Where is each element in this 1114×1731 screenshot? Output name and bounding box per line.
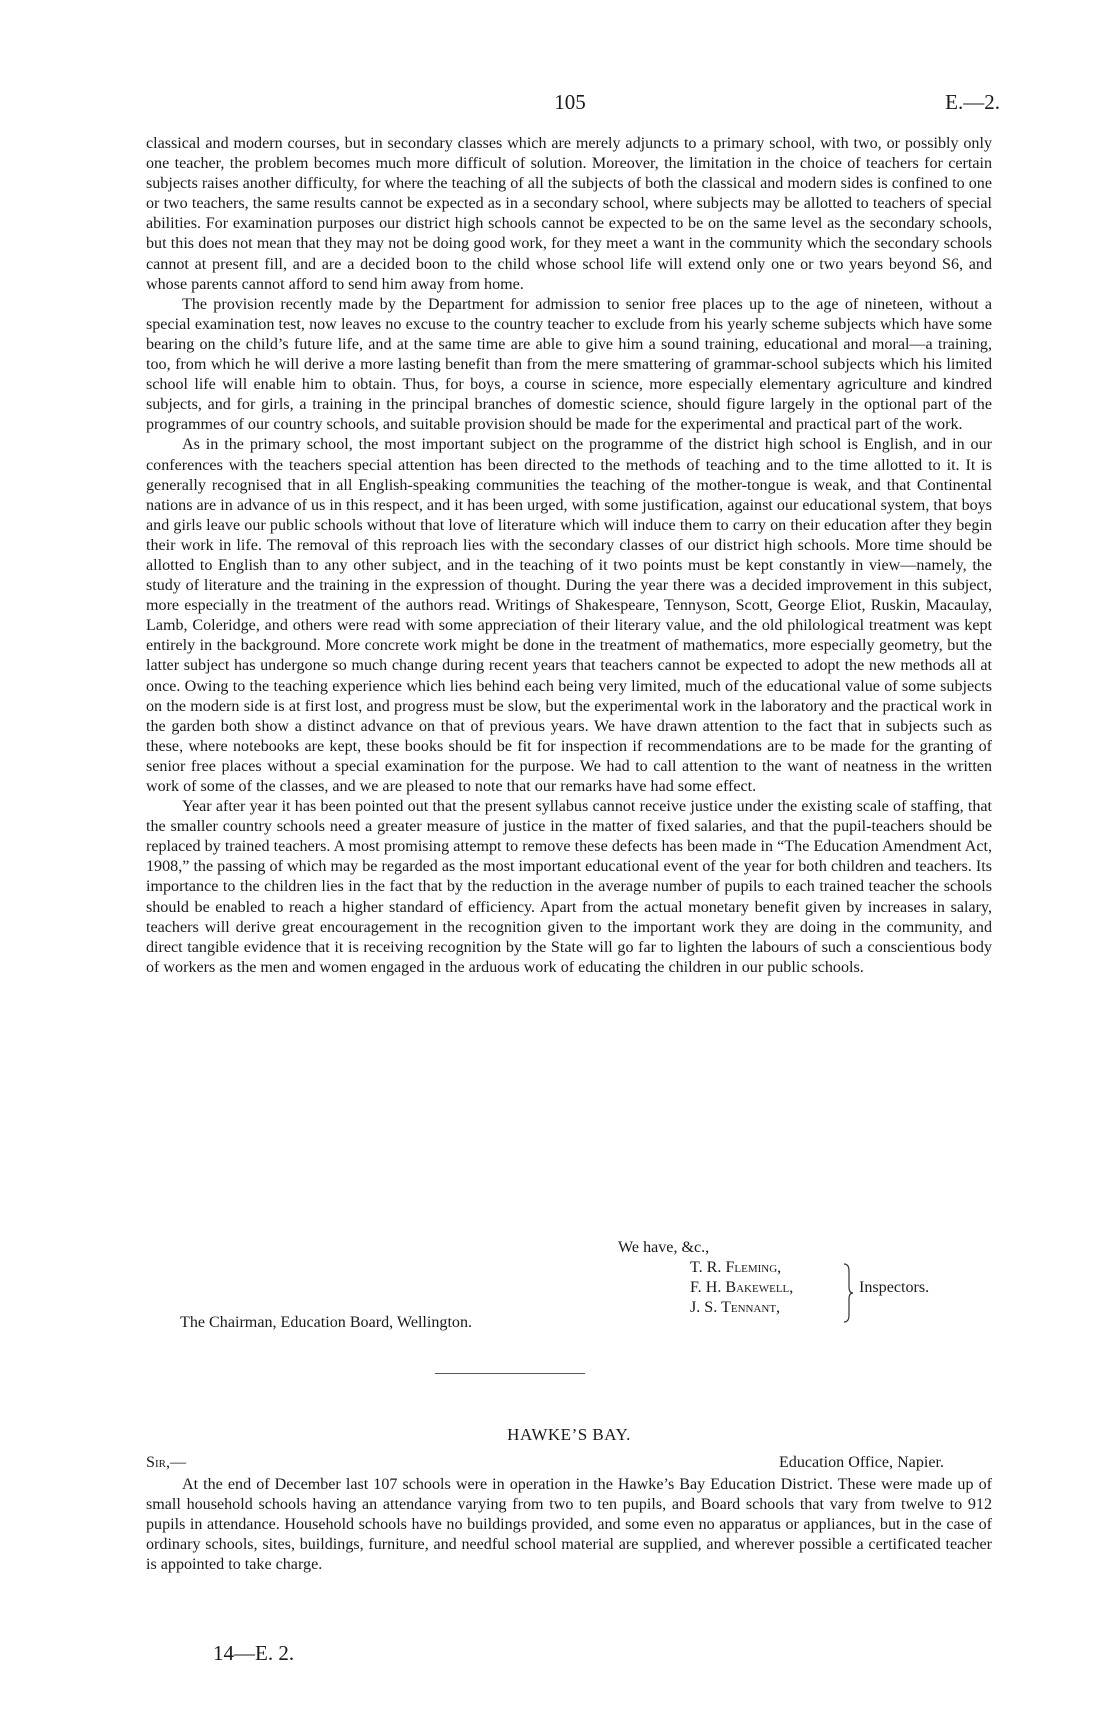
closing-line: We have, &c.,: [618, 1239, 710, 1256]
paragraph-1: classical and modern courses, but in secondary classes which are merely adjuncts to a primary school, with two, or possibly only one teacher, the problem becomes much more difficult of solution. Moreover, the limitation in the choice of teachers for certain subjects raises another difficulty, for where the teaching of all the subjects of both the classical and modern sides is confined to one or two teachers, the same results cannot be expected as in a secondary school, where subjects may be allotted to teachers of special abilities. For examination purposes our district high schools cannot be expected to be on the same level as the secondary schools, but this does not mean that they may not be doing good work, for they meet a want in the community which the secondary schools cannot at present fill, and are a decided boon to the child whose school life will extend only one or two years beyond S6, and whose parents cannot afford to send him away from home.: [146, 135, 992, 293]
paragraph-3: As in the primary school, the most important subject on the programme of the district high school is English, and in our conferences with the teachers special attention has been directed to the methods of teaching and to the time allotted to it. It is generally recognised that in all English-speaking communities the teaching of the mother-tongue is weak, and that Continental nations are in advance of us in this respect, and it has been urged, with some justification, against our educational system, that boys and girls leave our public schools without that love of literature which will induce them to carry on their education after they begin their work in life. The removal of this reproach lies with the secondary classes of our district high schools. More time should be allotted to English than to any other subject, and in the teaching of it two points must be kept constantly in view—namely, the study of literature and the training in the expression of thought. During the year there was a decided improvement in this subject, more especially in the treatment of the authors read. Writings of Shakespeare, Tennyson, Scott, George Eliot, Ruskin, Macaulay, Lamb, Coleridge, and others were read with some appreciation of their literary value, and the old philological treatment was kept entirely in the background. More concrete work might be done in the treatment of mathematics, more especially geometry, but the latter subject has undergone so much change during recent years that teachers cannot be expected to adopt the new methods all at once. Owing to the teaching experience which lies behind each being very limited, much of the educational value of some subjects on the modern side is at first lost, and progress must be slow, but the experimental work in the laboratory and the practical work in the garden both show a distinct advance on that of previous years. We have drawn attention to the fact that in subjects such as these, where notebooks are kept, these books should be fit for inspection if recommendations are to be made for the granting of senior free places without a special examination for the purpose. We had to call attention to the want of neatness in the written work of some of the classes, and we are pleased to note that our remarks have had some effect.: [146, 436, 992, 795]
section-divider: [435, 1373, 585, 1374]
signatory-tennant: J. S. Tennant,: [690, 1299, 781, 1316]
addressee: The Chairman, Education Board, Wellington.: [180, 1314, 473, 1331]
hawkes-bay-section: [146, 1425, 992, 1575]
page-header: [140, 90, 1000, 120]
signatory-bakewell: F. H. Bakewell,: [690, 1279, 794, 1296]
signatory-fleming: T. R. Fleming,: [690, 1259, 782, 1276]
section-paragraph: At the end of December last 107 schools were in operation in the Hawke’s Bay Education District. These were made up of small household schools having an attendance varying from two to ten pupils, and Board schools that vary from twelve to 912 pupils in attendance. Household schools have no buildings provided, and some even no apparatus or appliances, but in the case of ordinary schools, sites, buildings, furniture, and needful school material are supplied, and wherever possible a certificated teacher is appointed to take charge.: [146, 1476, 992, 1573]
section-title: HAWKE’S BAY.: [507, 1425, 631, 1444]
brace-icon: [843, 1263, 853, 1323]
paragraph-4: Year after year it has been pointed out that the present syllabus cannot receive justice under the existing scale of staffing, that the smaller country schools need a greater measure of justice in the matter of fixed salaries, and that the pupil-teachers should be replaced by trained teachers. A most promising attempt to remove these defects has been made in “The Education Amendment Act, 1908,” the passing of which may be regarded as the most important educational event of the year for both children and teachers. Its importance to the children lies in the fact that by the reduction in the average number of pupils to each trained teacher the schools should be enabled to reach a higher standard of efficiency. Apart from the actual monetary benefit given by increases in salary, teachers will derive great encouragement in the recognition given to the important work they are doing in the community, and direct tangible evidence that it is receiving recognition by the State will go far to lighten the labours of such a conscientious body of workers as the men and women engaged in the arduous work of educating the children in our public schools.: [146, 798, 992, 976]
page-number: 105: [554, 90, 586, 114]
document-code: E.—2.: [945, 90, 1000, 114]
office-address: Education Office, Napier.: [778, 1454, 944, 1471]
salutation: Sir,—: [146, 1454, 187, 1471]
paragraph-2: The provision recently made by the Department for admission to senior free places up to the age of nineteen, without a special examination test, now leaves no excuse to the country teacher to exclude from his yearly scheme subjects which have some bearing on the child’s future life, and at the same time are able to give him a sound training, educational and moral—a training, too, from which he will derive a more lasting benefit than from the mere smattering of grammar-school subjects which his limited school life will enable him to obtain. Thus, for boys, a course in science, more especially elementary agriculture and kindred subjects, and for girls, a training in the principal branches of domestic science, should figure largely in the optional part of the programmes of our country schools, and suitable provision should be made for the experimental and practical part of the work.: [146, 295, 992, 434]
salutation-row: [146, 1453, 992, 1475]
report-body: [146, 134, 992, 978]
signatories-role: Inspectors.: [859, 1279, 930, 1296]
section-body: [146, 1475, 992, 1575]
signature-mark: 14—E. 2.: [213, 1641, 295, 1665]
